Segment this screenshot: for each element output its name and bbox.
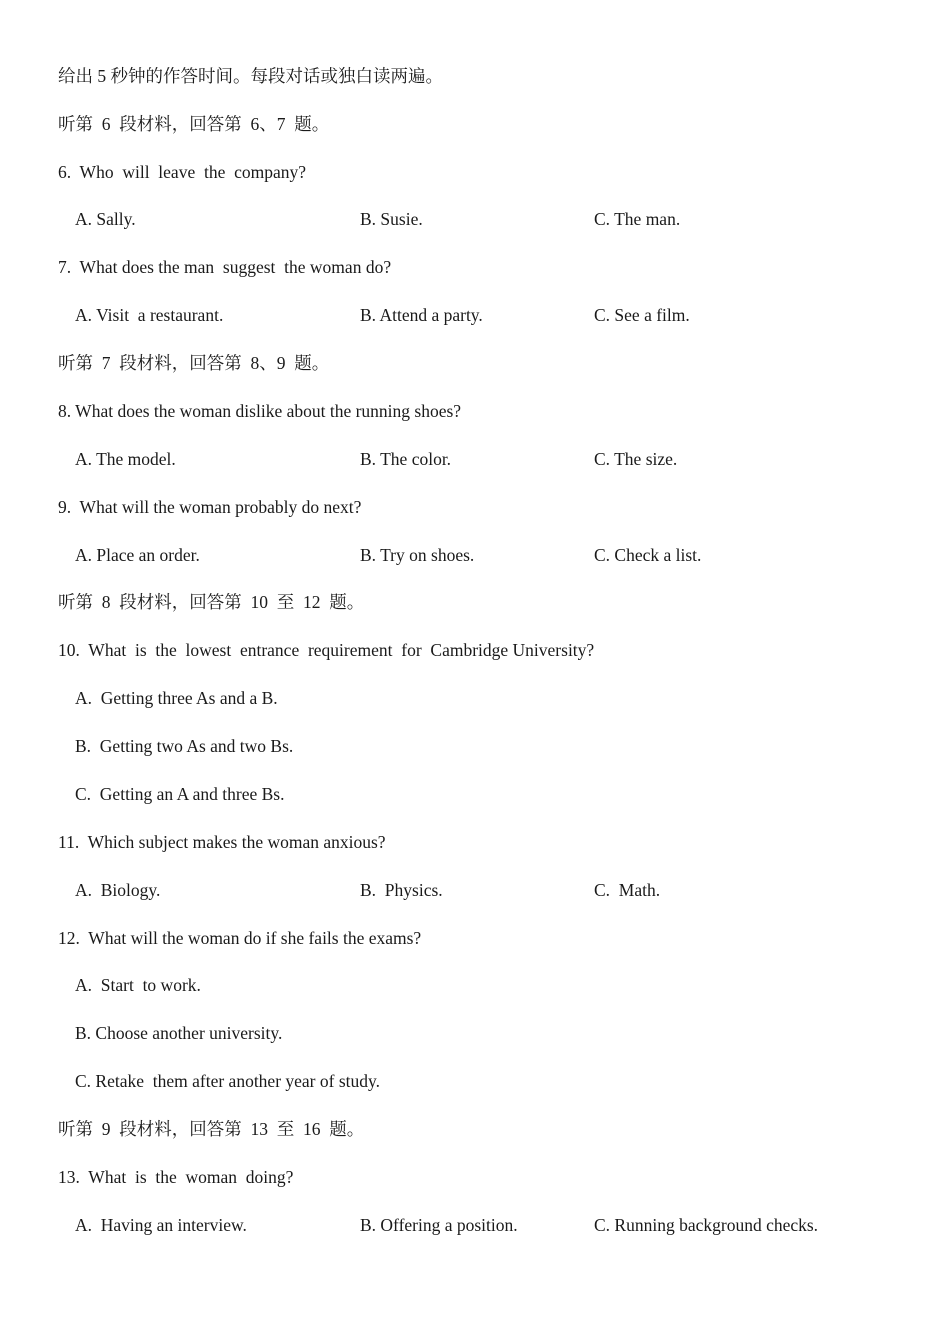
option-7a: A. Visit a restaurant.: [75, 305, 224, 325]
option-7b: B. Attend a party.: [360, 305, 483, 325]
question-6: 6. Who will leave the company?: [58, 162, 307, 182]
option-12a: A. Start to work.: [75, 975, 201, 995]
section-header-7: 听第 7 段材料，回答第 8、9 题。: [58, 353, 330, 373]
question-9: 9. What will the woman probably do next?: [58, 497, 362, 517]
option-8c: C. The size.: [594, 449, 678, 469]
option-10c: C. Getting an A and three Bs.: [75, 784, 285, 804]
option-11c: C. Math.: [594, 880, 661, 900]
option-13c: C. Running background checks.: [594, 1215, 819, 1235]
option-8b: B. The color.: [360, 449, 452, 469]
option-12c: C. Retake them after another year of study.: [75, 1071, 381, 1091]
option-7c: C. See a film.: [594, 305, 690, 325]
question-13: 13. What is the woman doing?: [58, 1167, 294, 1187]
option-9c: C. Check a list.: [594, 545, 702, 565]
option-6c: C. The man.: [594, 209, 681, 229]
option-13a: A. Having an interview.: [75, 1215, 247, 1235]
option-6b: B. Susie.: [360, 209, 423, 229]
section-header-9: 听第 9 段材料，回答第 13 至 16 题。: [58, 1119, 365, 1139]
question-10: 10. What is the lowest entrance requirement for Cambridge University?: [58, 640, 595, 660]
option-13b: B. Offering a position.: [360, 1215, 518, 1235]
question-8: 8. What does the woman dislike about the running shoes?: [58, 401, 462, 421]
question-12: 12. What will the woman do if she fails the exams?: [58, 928, 422, 948]
question-11: 11. Which subject makes the woman anxious?: [58, 832, 386, 852]
option-12b: B. Choose another university.: [75, 1023, 283, 1043]
option-11a: A. Biology.: [75, 880, 161, 900]
option-10b: B. Getting two As and two Bs.: [75, 736, 294, 756]
option-9b: B. Try on shoes.: [360, 545, 475, 565]
section-header-8: 听第 8 段材料，回答第 10 至 12 题。: [58, 592, 365, 612]
option-8a: A. The model.: [75, 449, 176, 469]
option-10a: A. Getting three As and a B.: [75, 688, 278, 708]
option-6a: A. Sally.: [75, 209, 136, 229]
question-7: 7. What does the man suggest the woman do?: [58, 257, 392, 277]
option-9a: A. Place an order.: [75, 545, 200, 565]
section-header-6: 听第 6 段材料，回答第 6、7 题。: [58, 114, 330, 134]
option-11b: B. Physics.: [360, 880, 443, 900]
intro-text: 给出 5 秒钟的作答时间。每段对话或独白读两遍。: [58, 66, 443, 86]
